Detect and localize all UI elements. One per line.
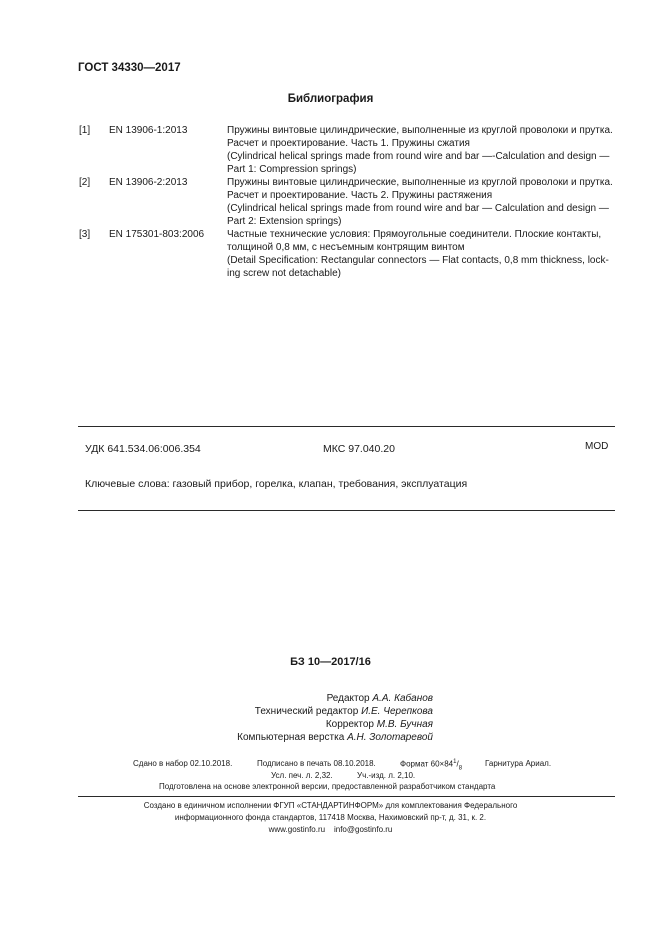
bib-entry-line: ing screw not detachable) (227, 268, 341, 279)
bib-entry-line: (Detail Specification: Rectangular connectors — Flat contacts, 0,8 mm thickness, lock- (227, 255, 609, 266)
imprint-publ-sheets: Уч.-изд. л. 2,10. (357, 771, 416, 780)
imprint-typeface: Гарнитура Ариал. (485, 759, 552, 768)
divider (78, 426, 615, 427)
credit-name: М.В. Бучная (376, 719, 433, 730)
format-value: Формат 60×84 (400, 759, 454, 769)
bib-entry-number: [1] (79, 125, 91, 136)
credit-corrector (326, 719, 433, 730)
credit-tech-editor (255, 706, 433, 717)
bib-entry-line: Расчет и проектирование. Часть 1. Пружины сжатия (227, 138, 470, 149)
divider (78, 796, 615, 797)
bib-entry-number: [3] (79, 229, 91, 240)
imprint-submitted: Сдано в набор 02.10.2018. (133, 759, 233, 768)
credit-name: А.А. Кабанов (372, 693, 433, 704)
credit-editor (327, 693, 433, 704)
publisher-line: информационного фонда стандартов, 117418 Москва, Нахимовский пр-т, д. 31, к. 2. (174, 813, 487, 822)
publisher-contacts (0, 825, 661, 834)
bib-entry-line: Расчет и проектирование. Часть 2. Пружины растяжения (227, 190, 493, 201)
bib-entry-line: Part 2: Extension springs) (227, 216, 342, 227)
bib-entry-line: Пружины винтовые цилиндрические, выполненные из круглой проволоки и прутка. (227, 125, 613, 136)
credit-role: Корректор (325, 719, 374, 730)
bib-entry-line: Part 1: Compression springs) (227, 164, 357, 175)
credit-role: Редактор (326, 693, 370, 704)
bib-entry-line: Пружины винтовые цилиндрические, выполненные из круглой проволоки и прутка. (227, 177, 613, 188)
udk-code: УДК 641.534.06:006.354 (85, 443, 201, 455)
credit-name: И.Е. Черепкова (361, 706, 433, 717)
credit-layout (237, 732, 433, 743)
email-link[interactable]: info@gostinfo.ru (333, 825, 393, 834)
credit-role: Компьютерная верстка (237, 732, 345, 743)
bib-entry-line: Частные технические условия: Прямоугольные соединители. Плоские контакты, (227, 229, 602, 240)
bibliography-title: Библиография (287, 93, 374, 105)
divider (78, 510, 615, 511)
document-code: ГОСТ 34330—2017 (78, 62, 181, 74)
bib-entry-code: EN 13906-2:2013 (109, 177, 188, 188)
imprint-signed: Подписано в печать 08.10.2018. (257, 759, 376, 768)
bib-entry-line: (Cylindrical helical springs made from round wire and bar — Calculation and design — (227, 203, 609, 214)
format-fraction-den: 8 (458, 765, 463, 772)
bib-entry-code: EN 175301-803:2006 (109, 229, 205, 240)
website-link[interactable]: www.gostinfo.ru (268, 825, 326, 834)
credit-role: Технический редактор (254, 706, 359, 717)
credit-name: А.Н. Золотаревой (347, 732, 433, 743)
mks-code: МКС 97.040.20 (323, 443, 395, 455)
mod-marker: MOD (585, 441, 609, 452)
imprint-source-note: Подготовлена на основе электронной версии, предоставленной разработчиком стандарта (159, 782, 496, 791)
format-fraction-num: 1 (453, 759, 457, 765)
bz-number: БЗ 10—2017/16 (290, 656, 371, 668)
bib-entry-line: толщиной 0,8 мм, с несъемным контрящим винтом (227, 242, 465, 253)
imprint-print-sheets: Усл. печ. л. 2,32. (271, 771, 333, 780)
keywords: Ключевые слова: газовый прибор, горелка, клапан, требования, эксплуатация (85, 478, 468, 490)
publisher-line: Создано в единичном исполнении ФГУП «СТАНДАРТИНФОРМ» для комплектования Федерального (143, 801, 518, 810)
bib-entry-number: [2] (79, 177, 91, 188)
imprint-format: Формат $60\times 84^1/_8$ (400, 759, 463, 772)
bib-entry-code: EN 13906-1:2013 (109, 125, 188, 136)
bib-entry-line: (Cylindrical helical springs made from round wire and bar —-Calculation and design — (227, 151, 610, 162)
